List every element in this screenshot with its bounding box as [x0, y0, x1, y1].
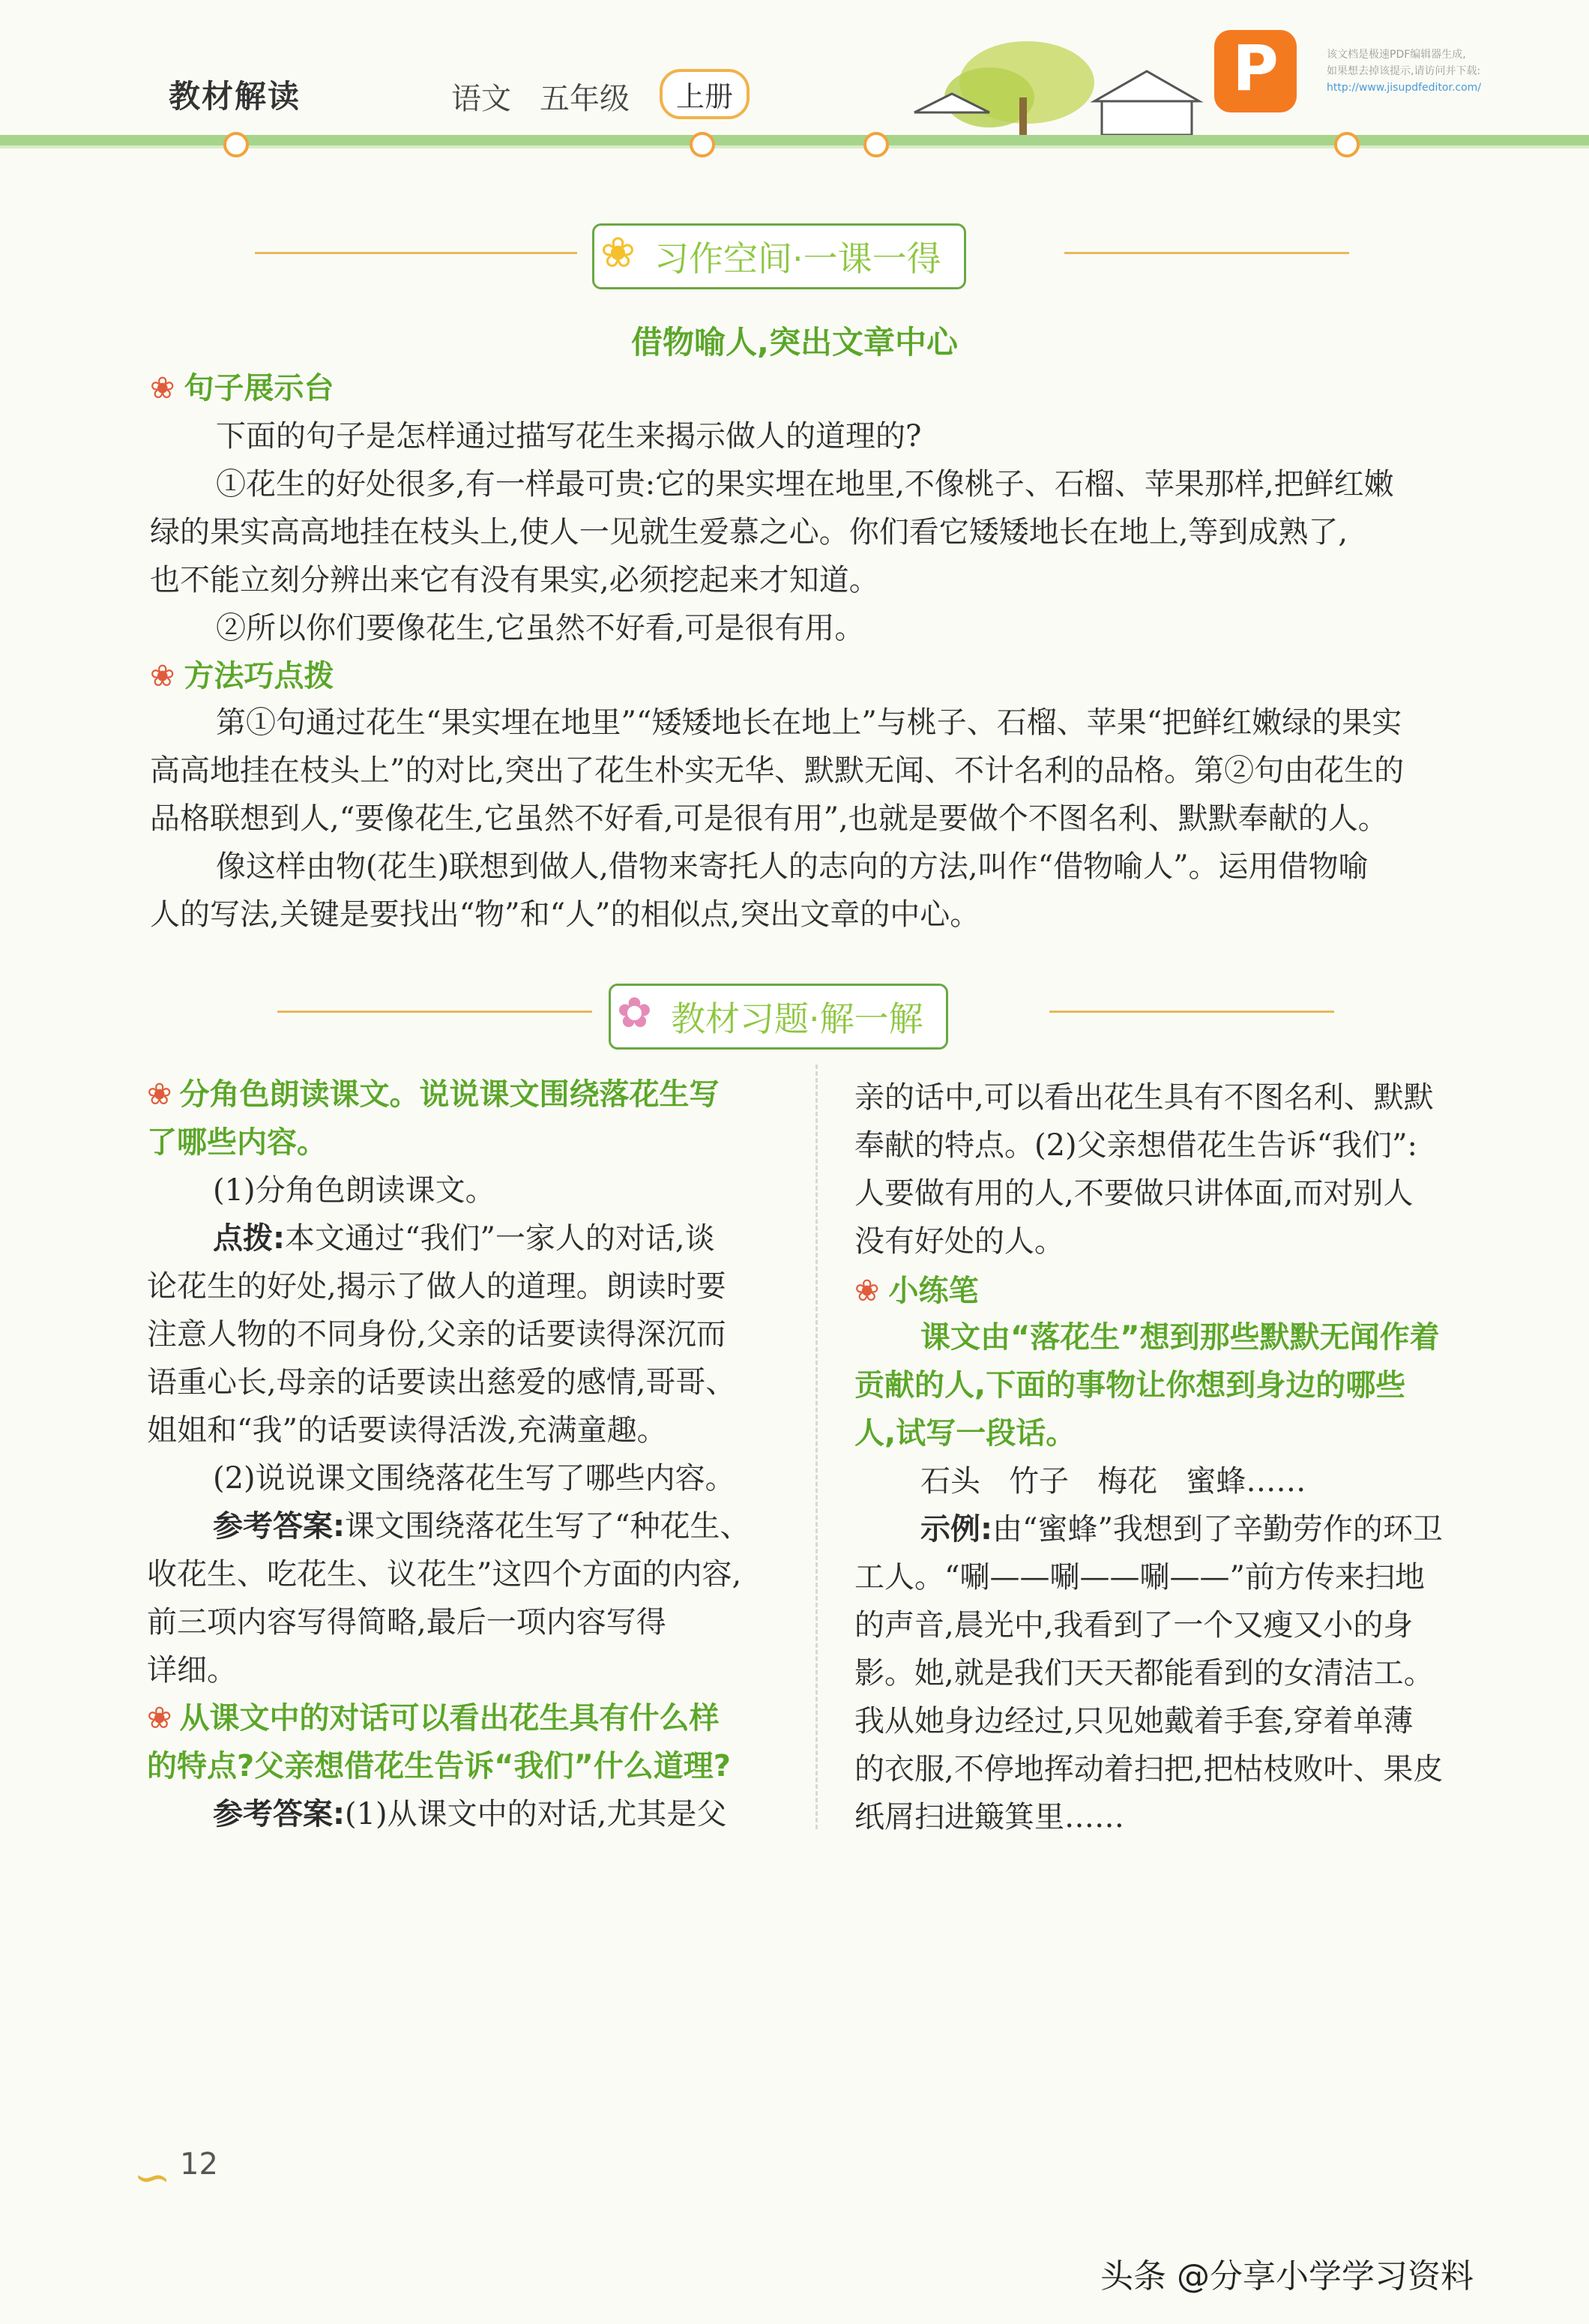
bullet-icon: ❀: [147, 1701, 172, 1736]
section1-heading: 借物喻人,突出文章中心: [631, 324, 958, 361]
exercise-q1-answer: (1)分角色朗读课文。 点拨:本文通过“我们”一家人的对话,谈 论花生的好处,揭示了做人的道理。朗读时要 注意人物的不同身份,父亲的话要读得深沉而 语重心长,母亲的话要读出慈爱的感情,哥哥、 姐姐和“我”的话要读得活泼,充满童趣。 (2)说说课文围绕落花生写了哪些内容。 参考答案:课文围绕落花生写了“种花生、 收花生、吃花生、议花生”这四个方面的内容, 前三项内容写得简略,最后一项内容写得 详细。: [147, 1173, 750, 1688]
header-title: 教材解读: [169, 78, 301, 115]
watermark-url-link[interactable]: http://www.jisupdfeditor.com/: [1327, 82, 1482, 94]
banner-line-left: [255, 252, 577, 254]
column-divider: [815, 1065, 818, 1829]
bullet-icon: ❀: [147, 1077, 172, 1112]
band-dot-icon: [1334, 132, 1360, 157]
bullet-icon: ❀: [854, 1274, 880, 1308]
section1-banner-text: 习作空间·一课一得: [654, 238, 941, 279]
watermark-line1: 该文档是极速PDF编辑器生成,: [1327, 49, 1466, 61]
sentence-show-body: 下面的句子是怎样通过描写花生来揭示做人的道理的? ①花生的好处很多,有一样最可贵:它的果实埋在地里,不像桃子、石榴、苹果那样,把鲜红嫩 绿的果实高高地挂在枝头上,使人一见就生爱慕之心。你们看它矮矮地长在地上,等到成熟了, 也不能立刻分辨出来它有没有果实,必须挖起来才知道。 ②所以你们要像花生,它虽然不好看,可是很有用。: [150, 419, 1394, 645]
section2-banner-text: 教材习题·解一解: [671, 999, 923, 1039]
banner-line-right: [1049, 1011, 1334, 1013]
sentence-show-title: ❀ 句子展示台: [150, 371, 334, 406]
logo-letter: P: [1232, 31, 1279, 105]
exercise-q2-answer-cont: 亲的话中,可以看出花生具有不图名利、默默 奉献的特点。(2)父亲想借花生告诉“我们”: 人要做有用的人,不要做只讲体面,而对别人 没有好处的人。: [854, 1080, 1434, 1259]
band-dot-icon: [690, 132, 715, 157]
practice-example: 石头 竹子 梅花 蜜蜂…… 示例:由“蜜蜂”我想到了辛勤劳作的环卫 工人。“唰——唰——唰——”前方传来扫地 的声音,晨光中,我看到了一个又瘦又小的身 影。她,就是我们天天都能看到的女清洁工。 我从她身边经过,只见她戴着手套,穿着单薄 的衣服,不停地挥动着扫把,把枯枝败叶、果皮 纸屑扫进簸箕里……: [854, 1464, 1444, 1834]
header-subject: 语文: [451, 82, 511, 116]
footer-watermark: 头条 @分享小学学习资料: [1100, 2257, 1474, 2296]
practice-task: 课文由“落花生”想到那些默默无闻作着 贡献的人,下面的事物让你想到身边的哪些 人,试写一段话。: [854, 1320, 1440, 1451]
method-body: 第①句通过花生“果实埋在地里”“矮矮地长在地上”与桃子、石榴、苹果“把鲜红嫩绿的果实 高高地挂在枝头上”的对比,突出了花生朴实无华、默默无闻、不计名利的品格。第②句由花生的 品格联想到人,“要像花生,它虽然不好看,可是很有用”,也就是要做个不图名利、默默奉献的人。 像这样由物(花生)联想到做人,借物来寄托人的志向的方法,叫作“借物喻人”。运用借物喻 人的写法,关键是要找出“物”和“人”的相似点,突出文章的中心。: [150, 705, 1405, 932]
header-grade: 五年级: [540, 82, 630, 116]
watermark-line2: 如果想去掉该提示,请访问并下载:: [1327, 65, 1481, 77]
bullet-icon: ❀: [150, 371, 175, 406]
exercise-q1: ❀ 分角色朗读课文。说说课文围绕落花生写 了哪些内容。: [147, 1077, 720, 1160]
banner-line-right: [1064, 252, 1349, 254]
watermark-notice: [1327, 46, 1574, 96]
practice-title: ❀ 小练笔: [854, 1274, 979, 1308]
band-dot-icon: [223, 132, 249, 157]
exercise-q2-answer-start: 参考答案:(1)从课文中的对话,尤其是父: [213, 1797, 727, 1831]
header-volume-badge: 上册: [660, 69, 750, 119]
band-dot-icon: [863, 132, 889, 157]
tree-house-illustration-icon: [899, 30, 1214, 142]
flower-icon: ❀: [600, 229, 636, 277]
bullet-icon: ❀: [150, 659, 175, 693]
banner-line-left: [277, 1011, 592, 1013]
lotus-icon: ✿: [617, 989, 652, 1038]
page-swirl-icon: ∽: [133, 2152, 172, 2204]
method-title: ❀ 方法巧点拨: [150, 659, 334, 693]
section2-banner: [609, 984, 948, 1050]
page-number: 12: [180, 2147, 218, 2182]
exercise-q2: ❀ 从课文中的对话可以看出花生具有什么样 的特点?父亲想借花生告诉“我们”什么道理?: [147, 1701, 731, 1783]
section1-banner: [592, 223, 966, 289]
